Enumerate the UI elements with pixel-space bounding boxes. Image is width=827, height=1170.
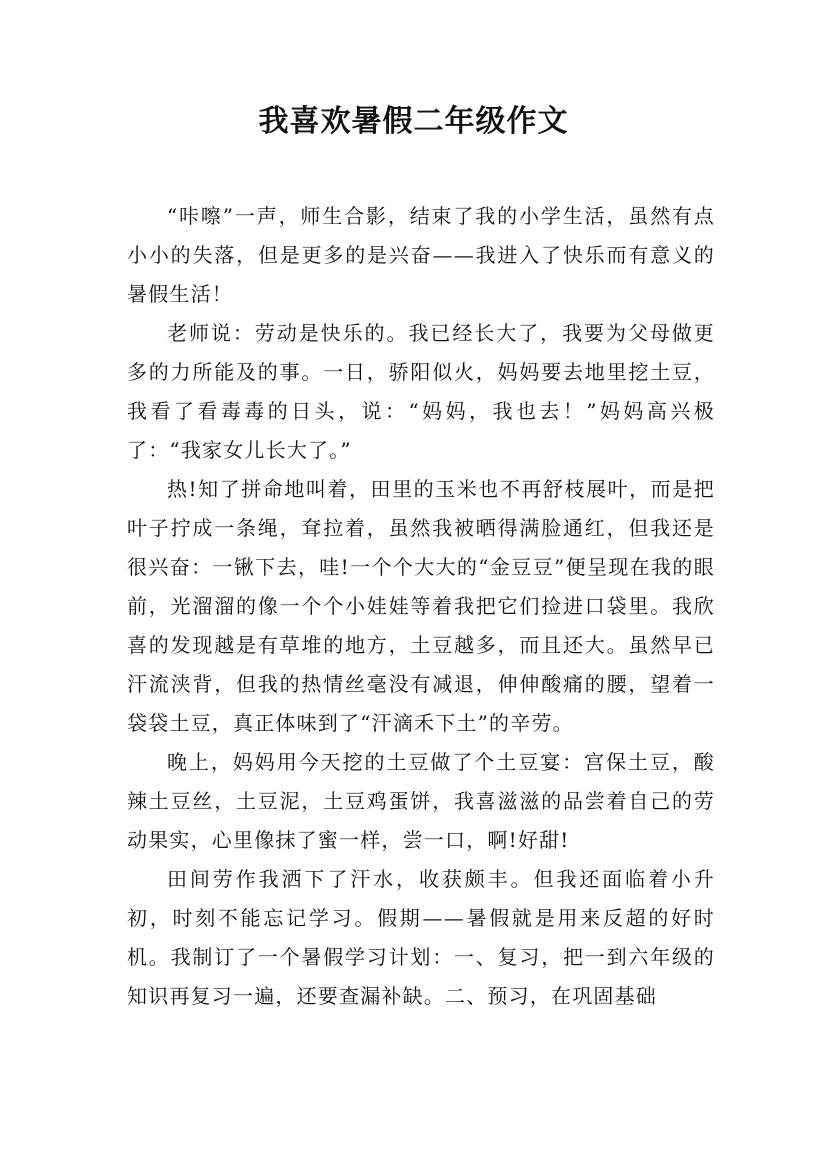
paragraph-5: 田间劳作我洒下了汗水，收获颇丰。但我还面临着小升初，时刻不能忘记学习。假期——暑假就是用来反超的好时机。我制订了一个暑假学习计划：一、复习，把一到六年级的知识再复习一遍，还要查漏补缺。二、预习，在巩固基础 <box>127 867 715 1008</box>
document-title: 我喜欢暑假二年级作文 <box>258 104 569 139</box>
paragraph-2: 老师说：劳动是快乐的。我已经长大了，我要为父母做更多的力所能及的事。一日，骄阳似火，妈妈要去地里挖土豆，我看了看毒毒的日头，说：“妈妈，我也去！”妈妈高兴极了：“我家女儿长大了。” <box>127 321 715 462</box>
paragraph-3: 热!知了拼命地叫着，田里的玉米也不再舒枝展叶，而是把叶子拧成一条绳，耷拉着，虽然我被晒得满脸通红，但我还是很兴奋：一锹下去，哇!一个个大大的“金豆豆”便呈现在我的眼前，光溜溜的像一个个小娃娃等着我把它们捡进口袋里。我欣喜的发现越是有草堆的地方，土豆越多，而且还大。虽然早已汗流浃背，但我的热情丝毫没有减退，伸伸酸痛的腰，望着一袋袋土豆，真正体味到了“汗滴禾下土”的辛劳。 <box>127 477 715 735</box>
document-body <box>127 197 715 1016</box>
paragraph-4: 晚上，妈妈用今天挖的土豆做了个土豆宴：宫保土豆，酸辣土豆丝，土豆泥，土豆鸡蛋饼，我喜滋滋的品尝着自己的劳动果实，心里像抹了蜜一样，尝一口，啊!好甜! <box>127 750 715 852</box>
paragraph-1: “咔嚓”一声，师生合影，结束了我的小学生活，虽然有点小小的失落，但是更多的是兴奋——我进入了快乐而有意义的暑假生活！ <box>127 204 715 306</box>
